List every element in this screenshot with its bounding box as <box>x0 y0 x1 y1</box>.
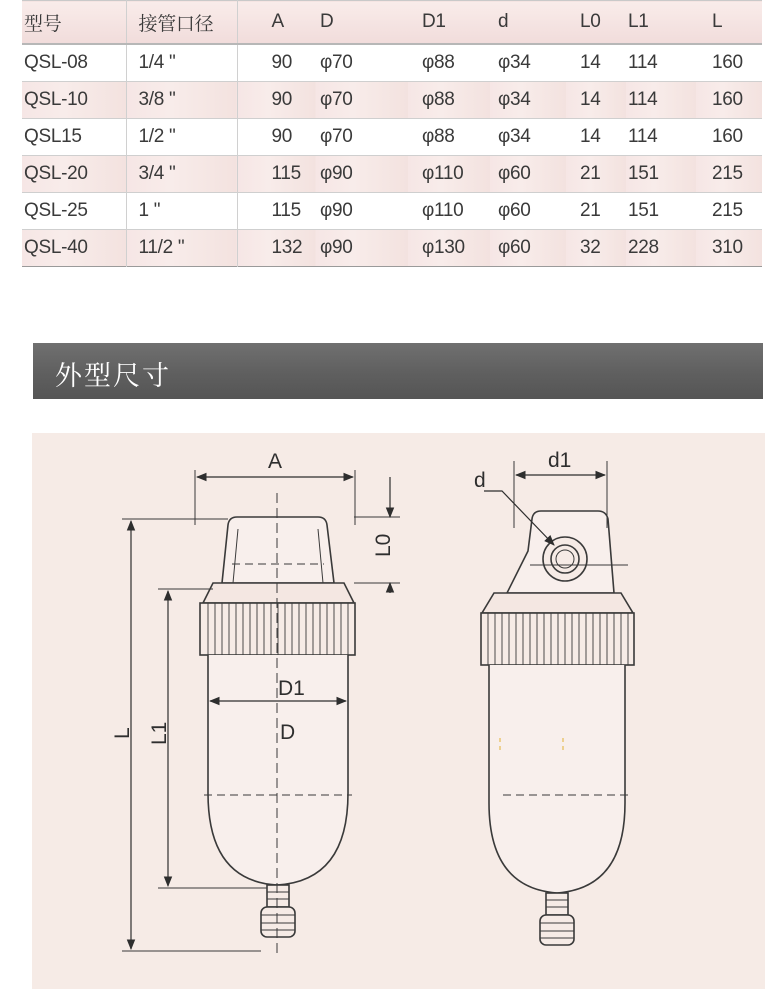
cell-small-d: φ34 <box>498 52 531 73</box>
section-banner <box>33 343 763 399</box>
cell-l: 160 <box>696 82 762 119</box>
dimension-label-l0: L0 <box>372 533 395 557</box>
cell-d: φ70 <box>320 52 353 73</box>
cell-d: φ90 <box>316 230 408 267</box>
cell-small-d: φ34 <box>490 82 566 119</box>
table-row <box>22 82 762 119</box>
table-row <box>22 156 762 193</box>
cell-l0: 21 <box>566 156 626 193</box>
cell-l: 160 <box>712 126 743 147</box>
spec-table <box>22 0 762 267</box>
front-view-drawing <box>122 470 400 953</box>
cell-d1: φ110 <box>408 156 490 193</box>
knurl-lines <box>208 603 348 655</box>
cell-l0: 21 <box>580 200 601 221</box>
cell-l1: 228 <box>626 230 696 267</box>
table-row <box>22 44 762 82</box>
dimension-label-l1: L1 <box>148 721 171 745</box>
cell-model: QSL-40 <box>22 230 126 267</box>
cell-d: φ90 <box>320 200 353 221</box>
dimension-label-a: A <box>268 450 283 473</box>
header-small-d: d <box>490 1 566 45</box>
side-view-drawing <box>481 461 634 945</box>
section-title: 外型尺寸 <box>55 361 171 392</box>
header-pipe-size: 接管口径 <box>126 1 237 45</box>
cell-pipe-size: 3/4 " <box>126 156 237 193</box>
cell-d1: φ110 <box>422 200 464 221</box>
cell-d: φ70 <box>320 126 353 147</box>
cell-model: QSL-20 <box>22 156 126 193</box>
dimension-label-l: L <box>111 727 134 739</box>
cell-l0: 14 <box>580 126 601 147</box>
cell-small-d: φ60 <box>490 156 566 193</box>
cell-a: 132 <box>237 230 316 267</box>
cell-l: 310 <box>696 230 762 267</box>
cell-l1: 114 <box>628 126 658 147</box>
cell-l: 215 <box>696 156 762 193</box>
cell-pipe-size: 1/2 " <box>126 119 237 156</box>
header-a: A <box>237 1 316 45</box>
knurl-lines <box>488 613 628 665</box>
cell-d1: φ88 <box>408 82 490 119</box>
cell-l0: 32 <box>566 230 626 267</box>
cell-model: QSL15 <box>22 119 126 156</box>
cell-model: QSL-10 <box>22 82 126 119</box>
cell-d: φ70 <box>316 82 408 119</box>
table-header-row <box>22 1 762 45</box>
cell-small-d: φ60 <box>490 230 566 267</box>
cell-model: QSL-25 <box>22 193 126 230</box>
header-l1: L1 <box>626 1 696 45</box>
cell-a: 115 <box>237 156 316 193</box>
table-row <box>22 193 762 230</box>
cell-a: 90 <box>271 52 293 73</box>
cell-pipe-size: 1/4 " <box>126 44 237 82</box>
header-l0: L0 <box>566 1 626 45</box>
dimension-label-d-upper: D <box>280 721 296 744</box>
cell-l: 160 <box>712 52 743 73</box>
cell-l1: 114 <box>626 82 696 119</box>
cell-d1: φ130 <box>408 230 490 267</box>
cell-pipe-size: 1 " <box>126 193 237 230</box>
cell-l1: 151 <box>626 156 696 193</box>
header-l: L <box>696 1 762 45</box>
cell-pipe-size: 3/8 " <box>126 82 237 119</box>
dimension-label-d-lower: d <box>474 469 486 492</box>
cell-a: 115 <box>271 200 301 221</box>
cell-l1: 114 <box>628 52 658 73</box>
cell-d: φ90 <box>316 156 408 193</box>
header-d: D <box>316 1 408 45</box>
dimension-label-d1-lower: d1 <box>548 449 572 472</box>
dimension-drawing <box>32 433 765 989</box>
cell-l: 215 <box>712 200 743 221</box>
cell-d1: φ88 <box>422 126 455 147</box>
cell-l1: 151 <box>628 200 659 221</box>
dimension-label-d1-upper: D1 <box>278 677 305 700</box>
cell-pipe-size: 11/2 " <box>126 230 237 267</box>
header-model: 型号 <box>22 1 126 45</box>
cell-d1: φ88 <box>422 52 455 73</box>
cell-a: 90 <box>271 126 293 147</box>
cell-a: 90 <box>237 82 316 119</box>
dimension-drawing-panel <box>32 433 765 989</box>
cell-l0: 14 <box>566 82 626 119</box>
cell-model: QSL-08 <box>22 44 126 82</box>
header-d1: D1 <box>408 1 490 45</box>
cell-small-d: φ34 <box>498 126 531 147</box>
table-row <box>22 119 762 156</box>
table-row <box>22 230 762 267</box>
cell-small-d: φ60 <box>498 200 531 221</box>
cell-l0: 14 <box>580 52 601 73</box>
